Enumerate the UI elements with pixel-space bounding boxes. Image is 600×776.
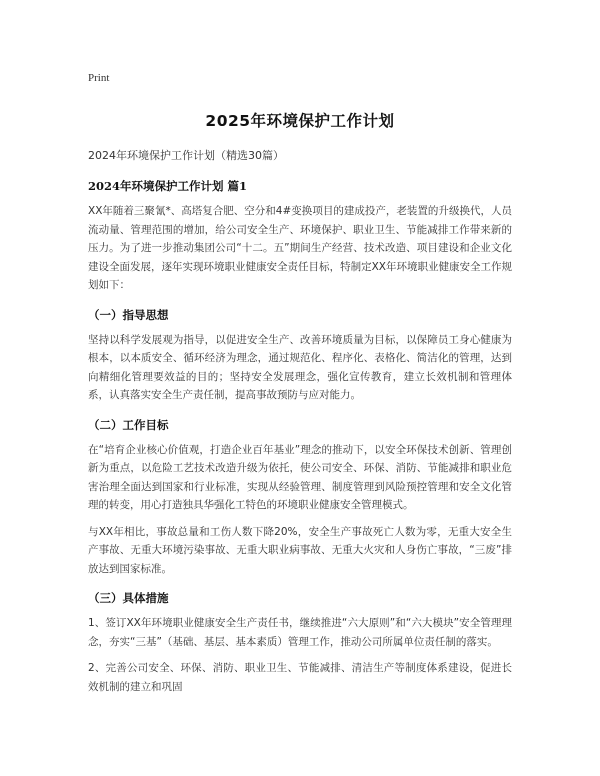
goals-paragraph-1: 在“培育企业核心价值观，打造企业百年基业”理念的推动下，以安全环保技术创新、管理创新为重点，以危险工艺技术改造升级为依托，使公司安全、环保、消防、节能减排和职业危害治理全面达到国家和行业标准，实现从经验管理、制度管理到风险预控管理和安全文化管理的转变，用心打造独具华强化工特色的环境职业健康安全管理模式。 bbox=[88, 443, 512, 511]
measures-item-1: 1、签订XX年环境职业健康安全生产责任书，继续推进“六大原则”和“六大模块”安全管理理念，夯实“三基”（基础、基层、基本素质）管理工作，推动公司所属单位责任制的落实。 bbox=[88, 617, 512, 648]
goals-paragraph-2: 与XX年相比，事故总量和工伤人数下降20%，安全生产事故死亡人数为零，无重大安全生产事故、无重大环境污染事故、无重大职业病事故、无重大火灾和人身伤亡事故，“三废”排放达到国家标准。 bbox=[88, 525, 512, 575]
guiding-heading: （一）指导思想 bbox=[88, 307, 169, 322]
document-title: 2025年环境保护工作计划 bbox=[205, 112, 395, 130]
section-heading: 2024年环境保护工作计划 篇1 bbox=[88, 179, 248, 193]
goals-heading: （二）工作目标 bbox=[88, 417, 169, 432]
document-subtitle: 2024年环境保护工作计划（精选30篇） bbox=[88, 149, 284, 162]
measures-heading: （三）具体措施 bbox=[88, 591, 169, 605]
guiding-paragraph: 坚持以科学发展观为指导，以促进安全生产、改善环境质量为目标，以保障员工身心健康为根本，以本质安全、循环经济为理念，通过规范化、程序化、表格化、简洁化的管理，达到向精细化管理要效益的目的；坚持安全发展理念，强化宣传教育，建立长效机制和管理体系，认真落实安全生产责任制，提高事故预防与应对能力。 bbox=[88, 333, 512, 401]
measures-item-2: 2、完善公司安全、环保、消防、职业卫生、节能减排、清洁生产等制度体系建设，促进长效机制的建立和巩固 bbox=[88, 662, 512, 693]
print-label: Print bbox=[88, 72, 110, 84]
intro-paragraph: XX年随着三聚氰*、高塔复合肥、空分和4#变换项目的建成投产，老装置的升级换代，人员流动量、管理范围的增加，给公司安全生产、环境保护、职业卫生、节能减排工作带来新的压力。为了进一步推动集团公司“十二。五”期间生产经营、技术改造、项目建设和企业文化建设全面发展，逐年实现环境职业健康安全责任目标，特制定XX年环境职业健康安全工作规划如下： bbox=[88, 205, 512, 291]
